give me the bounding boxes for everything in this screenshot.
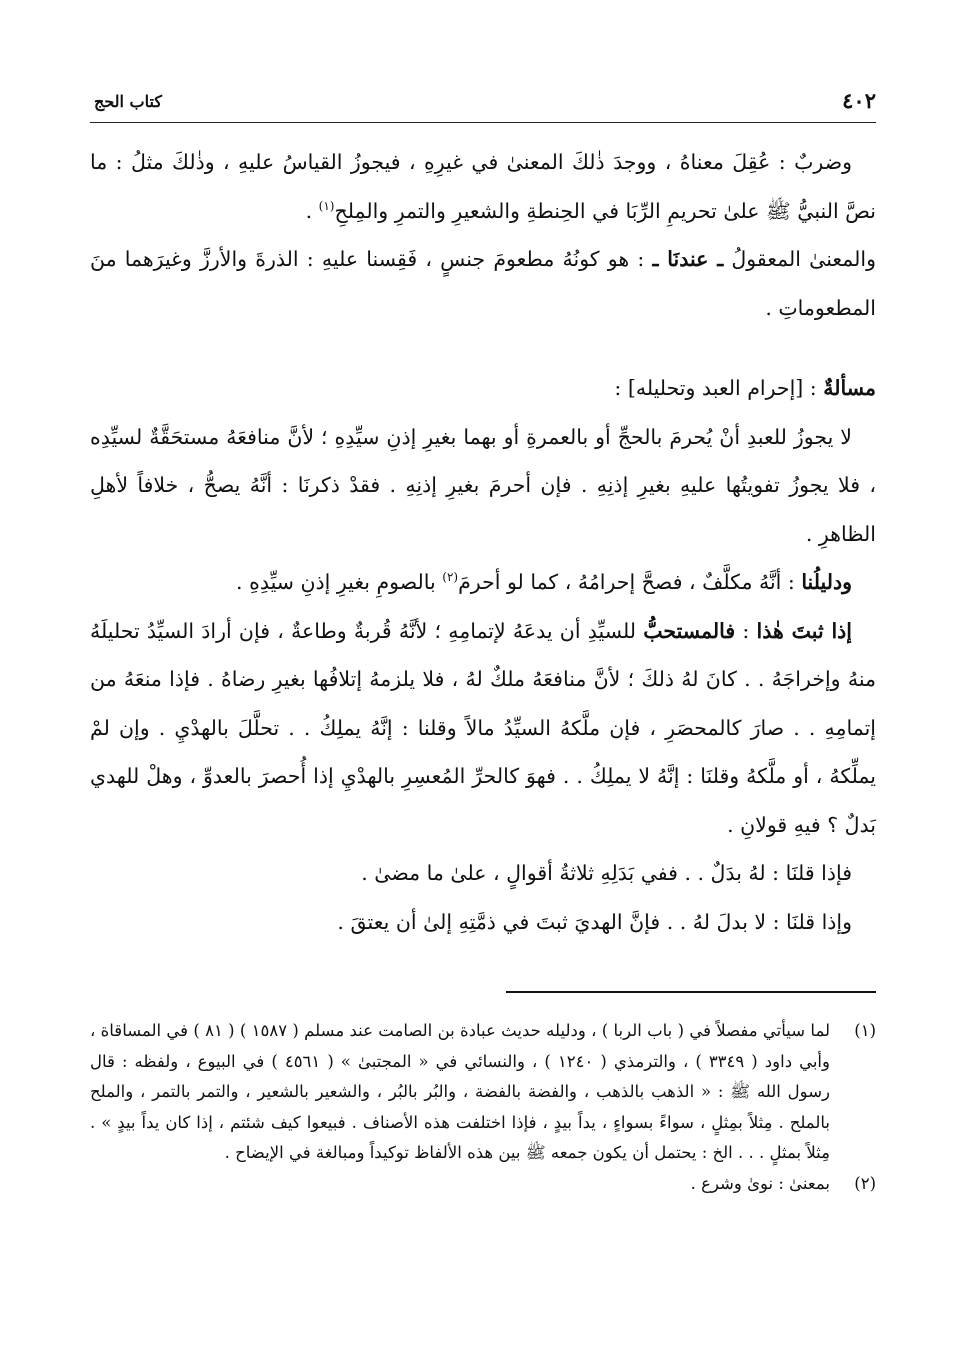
page-number: ٤٠٢ [842, 88, 876, 113]
paragraph-4 [90, 558, 876, 607]
paragraph-4-bold: ودليلُنا [801, 570, 852, 594]
paragraph-7: وإذا قلنَا : لا بدلَ لهُ . . فإنَّ الهديَ ثبتَ في ذمَّتِهِ إلىٰ أن يعتقَ . [337, 909, 852, 934]
running-title: كتاب الحج [94, 92, 162, 111]
masala-heading [90, 364, 876, 413]
paragraph-1 [90, 138, 876, 235]
page-header [90, 88, 876, 123]
paragraph-5-text: للسيِّدِ أن يدعَهُ لإتمامِهِ ؛ لأنَّهُ قُربةٌ وطاعةٌ ، فإن أرادَ السيِّدُ تحليلَهُ منهُ وإخراجَهُ . . كانَ لهُ ذلكَ ؛ لأنَّ منافعَهُ ملكٌ لهُ ، فلا يلزمهُ إتلافُها بغيرِ رضاهُ . فإذا منعَهُ من إتمامِهِ . . صارَ كالمحصَرِ ، فإن ملَّكهُ السيِّدُ مالاً وقلنا : إنَّهُ يملِكُ . . تحلَّلَ بالهدْيِ . وإن لمْ يملِّكهُ ، أو ملَّكهُ وقلنَا : إنَّهُ لا يملِكُ . . فهوَ كالحرِّ المُعسِرِ بالهدْيِ إذا أُحصرَ بالعدوِّ ، وهلْ للهدي بَدلٌ ؟ فيهِ قولانِ . [90, 618, 876, 837]
main-text [90, 138, 876, 946]
paragraph-1-text: وضربٌ : عُقِلَ معناهُ ، ووجدَ ذٰلكَ المعنىٰ في غيرِهِ ، فيجوزُ القياسُ عليهِ ، وذٰلكَ مثلُ : ما نصَّ النبيُّ ﷺ علىٰ تحريمِ الرِّبَا في الحِنطةِ والشعيرِ والتمرِ والمِلحِ [90, 150, 876, 223]
paragraph-5 [90, 607, 876, 850]
paragraph-4-text: : أنَّهُ مكلَّفٌ ، فصحَّ إحرامُهُ ، كما لو أحرمَ [458, 570, 802, 594]
footnotes [90, 1016, 876, 1199]
paragraph-4-end: بالصومِ بغيرِ إذنِ سيِّدِهِ . [236, 570, 443, 594]
paragraph-5-colon: : [735, 618, 757, 643]
paragraph-5-bold-2: فالمستحبُّ [643, 618, 736, 643]
paragraph-2 [90, 235, 876, 332]
footnote-2 [90, 1169, 876, 1200]
paragraph-2-start: والمعنىٰ المعقولُ [723, 247, 876, 271]
footnote-ref-2[interactable]: (٢) [442, 570, 459, 584]
masala-label: مسألةٌ [823, 376, 876, 400]
footnote-ref-1[interactable]: (١) [318, 198, 335, 213]
footnote-number: (٢) [854, 1173, 876, 1193]
paragraph-1-end: . [305, 198, 319, 223]
footnote-text: بمعنىٰ : نوىٰ وشرع . [690, 1173, 830, 1193]
footnote-1 [90, 1016, 876, 1169]
footnote-text: لما سيأتي مفصلاً في ( باب الربا ) ، ودليله حديث عبادة بن الصامت عند مسلم ( ١٥٨٧ ) ( ٨١ ) في المساقاة ، وأبي داود ( ٣٣٤٩ ) ، والترمذي ( ١٢٤٠ ) ، والنسائي في « المجتبىٰ » ( ٤٥٦١ ) في البيوع ، ولفظه : قال رسول الله ﷺ : « الذهب بالذهب ، والفضة بالفضة ، والبُر بالبُر ، والشعير بالشعير ، والتمر بالتمر ، والملح بالملح . مِثلاً بمِثلٍ ، سواءً بسواءٍ ، يداً بيدٍ ، فإذا اختلفت هذه الأصناف . فبيعوا كيف شئتم ، إذا كان يداً بيدٍ » . مِثلاً بمثلٍ . . . الخ : يحتمل أن يكون جمعه ﷺ بين هذه الألفاظ توكيداً ومبالغة في الإيضاح . [90, 1021, 831, 1162]
paragraph-3: لا يجوزُ للعبدِ أنْ يُحرمَ بالحجِّ أو بالعمرةِ أو بهما بغيرِ إذنِ سيِّدِهِ ؛ لأنَّ منافعَهُ مستحَقَّةٌ لسيِّدِه ، فلا يجوزُ تفويتُها عليهِ بغيرِ إذنِهِ . فإن أحرمَ بغيرِ إذنِهِ . فقدْ ذكرنَا : أنَّهُ يصحُّ ، خلافاً لأهلِ الظاهرِ . [90, 424, 876, 546]
paragraph-5-bold-1: إذا ثبتَ هٰذا [756, 618, 852, 643]
footnote-number: (١) [854, 1021, 876, 1040]
book-page [90, 88, 876, 1288]
paragraph-6: فإذا قلنَا : لهُ بدَلٌ . . ففي بَدَلِهِ ثلاثةُ أقوالٍ ، علىٰ ما مضىٰ . [361, 861, 852, 885]
masala-title: : [إحرام العبد وتحليله] : [614, 376, 824, 400]
paragraph-2-end: : هو كونُهُ مطعومَ جنسٍ ، فَقِسنا عليهِ : الذرةَ والأرزَّ وغيرَهما منَ المطعوماتِ . [90, 247, 876, 320]
paragraph-2-bold: ـ عندنَا ـ [652, 247, 724, 271]
footnote-divider [506, 991, 876, 993]
